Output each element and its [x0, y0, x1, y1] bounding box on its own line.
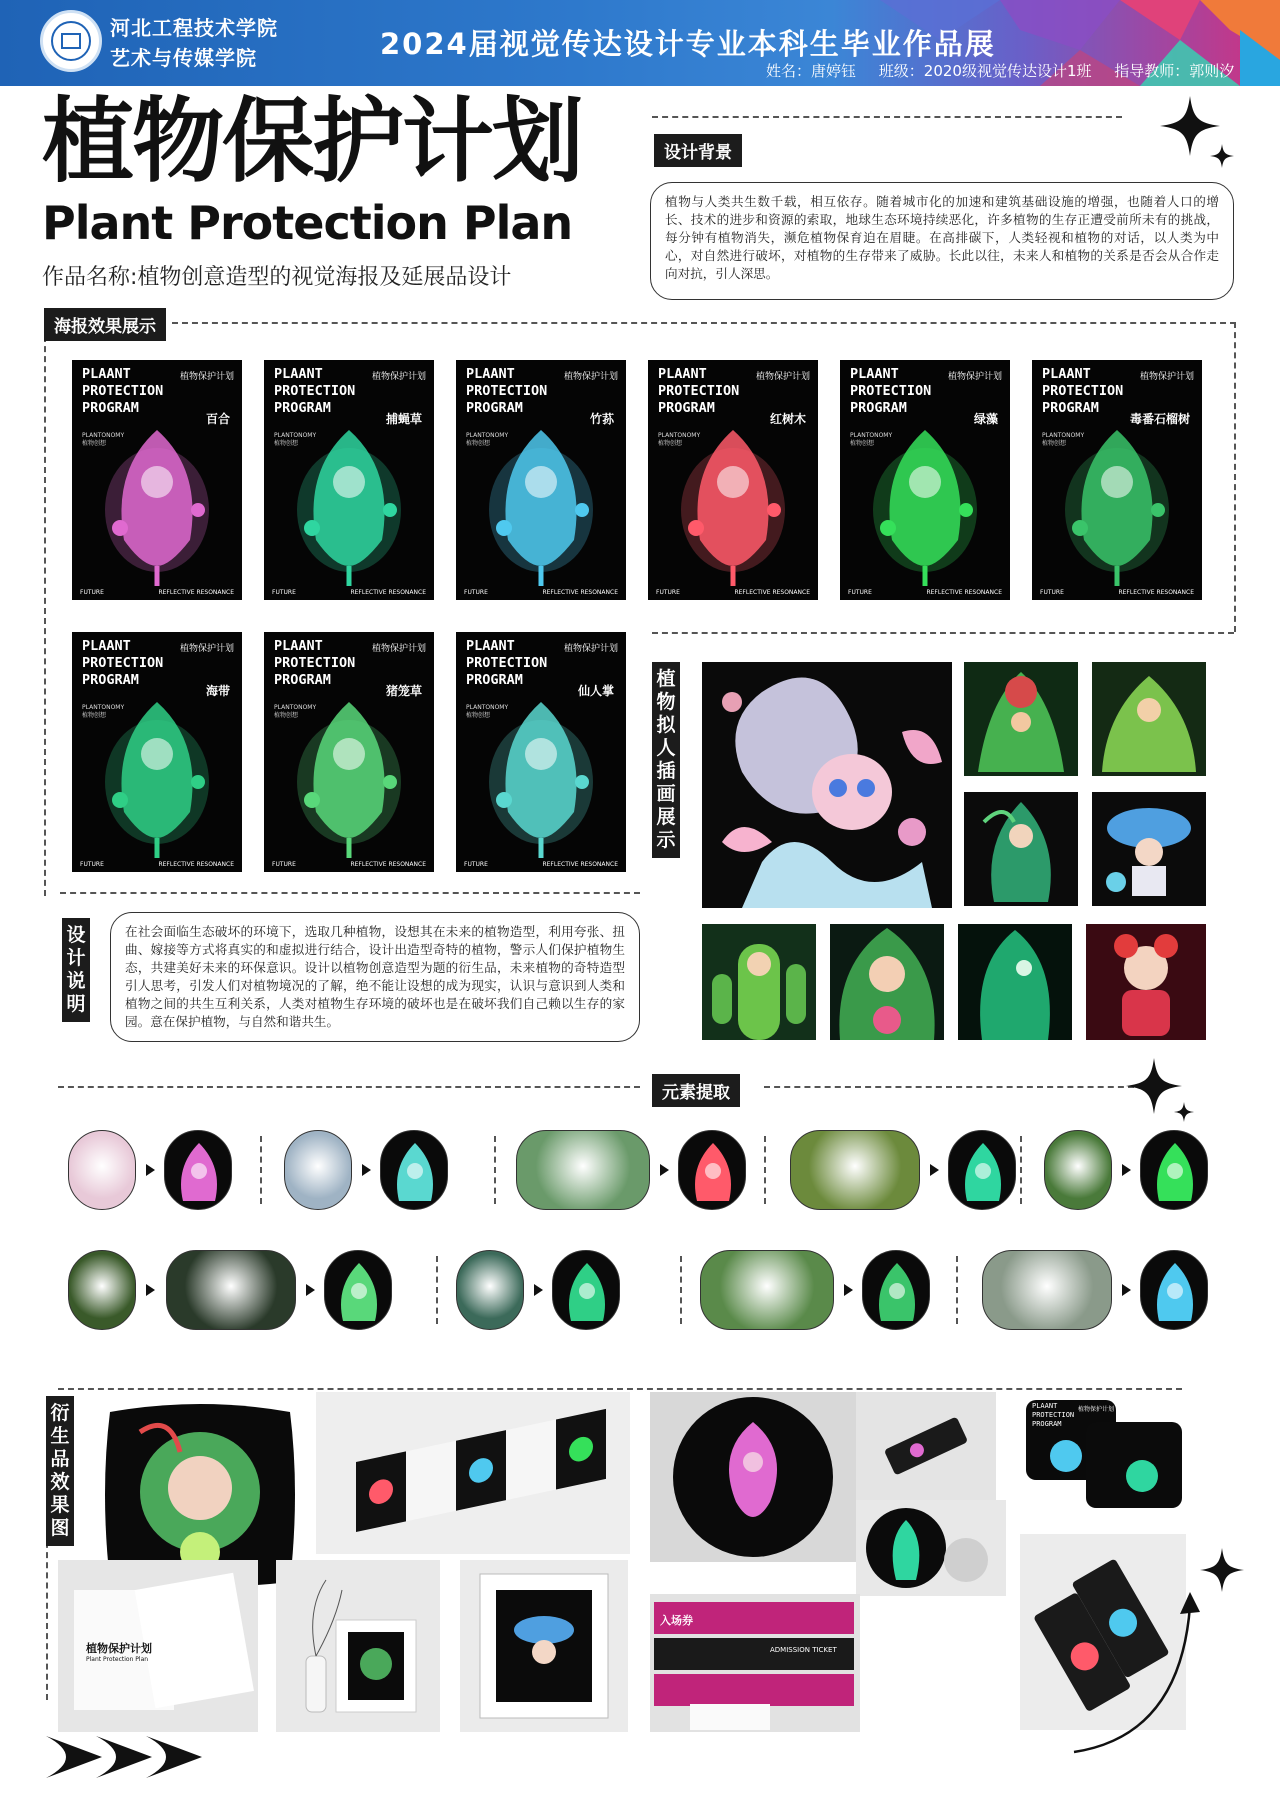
- reference-photo: [166, 1250, 296, 1330]
- student-class: 班级：2020级视觉传达设计1班: [878, 62, 1092, 80]
- poster-footer: [464, 861, 618, 868]
- poster-plantonomy: PLANTONOMY 植物创想: [466, 704, 509, 719]
- divider: [172, 322, 1236, 324]
- elements-tag: 元素提取: [652, 1074, 740, 1107]
- poster-cn-label: 植物保护计划: [1139, 372, 1194, 382]
- poster-cn-label: 植物保护计划: [179, 372, 234, 382]
- poster-footer: [1040, 589, 1194, 596]
- illustration-thumb: [1092, 792, 1206, 906]
- curved-arrow-icon: [1070, 1566, 1200, 1756]
- triple-chevron-icon: [46, 1732, 226, 1782]
- reference-photo: [1044, 1130, 1112, 1210]
- poster-heading: PLAANT PROTECTION PROGRAM: [466, 638, 548, 688]
- student-info: [766, 60, 1252, 81]
- divider: [260, 1136, 262, 1204]
- poster-footer: [272, 861, 426, 868]
- illustration-thumb: [1092, 662, 1206, 776]
- poster-heading: PLAANT PROTECTION PROGRAM: [1042, 366, 1124, 416]
- poster-footer-left: FUTURE: [848, 589, 872, 596]
- description-tag: 设 计 说 明: [62, 918, 90, 1022]
- extracted-art: [164, 1130, 232, 1210]
- poster-plant-name: 捕蝇草: [385, 412, 422, 426]
- extracted-art: [552, 1250, 620, 1330]
- arrow-right-icon: [306, 1284, 315, 1296]
- poster-card: [840, 360, 1010, 600]
- arrow-right-icon: [146, 1164, 155, 1176]
- reference-photo: [790, 1130, 920, 1210]
- poster-heading: PLAANT PROTECTION PROGRAM: [82, 638, 164, 688]
- poster-footer-left: FUTURE: [80, 589, 104, 596]
- school-logo: [40, 10, 102, 72]
- poster-plantonomy: PLANTONOMY 植物创想: [850, 432, 893, 447]
- poster-heading: PLAANT PROTECTION PROGRAM: [274, 638, 356, 688]
- background-tag: 设计背景: [654, 134, 742, 167]
- reference-photo: [456, 1250, 524, 1330]
- arrow-right-icon: [1122, 1164, 1131, 1176]
- poster-footer-right: REFLECTIVE RESONANCE: [926, 589, 1002, 596]
- pillow-text: PLAANT PROTECTION PROGRAM: [1032, 1402, 1075, 1428]
- poster-plantonomy: PLANTONOMY 植物创想: [274, 432, 317, 447]
- sparkle-star-icon: [1200, 1548, 1244, 1592]
- product-round-mat: [650, 1392, 856, 1562]
- pillow-cn: 植物保护计划: [1078, 1406, 1115, 1413]
- poster-heading: PLAANT PROTECTION PROGRAM: [274, 366, 356, 416]
- poster-footer-left: FUTURE: [1040, 589, 1064, 596]
- poster-footer-right: REFLECTIVE RESONANCE: [158, 861, 234, 868]
- student-name: 姓名：唐婷钰: [766, 62, 857, 80]
- booklet-title: 植物保护计划: [86, 1642, 152, 1655]
- poster-footer-left: FUTURE: [80, 861, 104, 868]
- poster-heading: PLAANT PROTECTION PROGRAM: [82, 366, 164, 416]
- divider: [652, 116, 1122, 118]
- poster-plantonomy: PLANTONOMY 植物创想: [1042, 432, 1085, 447]
- product-folded-brochure: [316, 1392, 630, 1554]
- poster-cn-label: 植物保护计划: [947, 372, 1002, 382]
- poster-plant-name: 百合: [205, 412, 230, 426]
- arrow-right-icon: [362, 1164, 371, 1176]
- main-title-cn: 植物保护计划: [42, 88, 583, 195]
- extracted-art: [948, 1130, 1016, 1210]
- poster-footer-left: FUTURE: [464, 861, 488, 868]
- poster-card: [648, 360, 818, 600]
- ticket-label: 入场券: [660, 1614, 693, 1627]
- product-card: [856, 1392, 996, 1500]
- poster-footer: [656, 589, 810, 596]
- poster-card: [456, 632, 626, 872]
- poster-footer-right: REFLECTIVE RESONANCE: [542, 861, 618, 868]
- poster-plant-name: 绿藻: [973, 412, 998, 426]
- advisor-name: 指导教师：郭则汐: [1114, 62, 1235, 80]
- illustration-thumb: [830, 924, 944, 1040]
- poster-cn-label: 植物保护计划: [563, 372, 618, 382]
- poster-heading: PLAANT PROTECTION PROGRAM: [658, 366, 740, 416]
- poster-plant-name: 海带: [205, 684, 230, 698]
- poster-footer-right: REFLECTIVE RESONANCE: [350, 589, 426, 596]
- product-booklet: [58, 1560, 258, 1732]
- poster-card: [264, 360, 434, 600]
- sparkle-star-icon: [1174, 1102, 1194, 1122]
- poster-card: [72, 632, 242, 872]
- arrow-right-icon: [660, 1164, 669, 1176]
- exhibition-title: 2024届视觉传达设计专业本科生毕业作品展: [380, 27, 996, 61]
- poster-footer: [464, 589, 618, 596]
- extracted-art: [1140, 1130, 1208, 1210]
- poster-card: [72, 360, 242, 600]
- reference-photo: [284, 1130, 352, 1210]
- poster-cn-label: 植物保护计划: [371, 644, 426, 654]
- poster-footer: [272, 589, 426, 596]
- background-text: 植物与人类共生数千载，相互依存。随着城市化的加速和建筑基础设施的增强，也随着人口的增长、技术的进步和资源的索取，地球生态环境持续恶化，许多植物的生存正遭受前所未有的挑战，每分钟有植物消失，濒危植物保育迫在眉睫。在高排碳下，人类轻视和植物的对话，以人类为中心，对自然进行破坏，对植物的生存带来了威胁。长此以往，未来人和植物的关系是否会从合作走向对抗，引人深思。: [650, 182, 1234, 300]
- poster-card: [264, 632, 434, 872]
- divider: [956, 1256, 958, 1324]
- poster-heading: PLAANT PROTECTION PROGRAM: [850, 366, 932, 416]
- poster-cn-label: 植物保护计划: [371, 372, 426, 382]
- poster-footer-right: REFLECTIVE RESONANCE: [734, 589, 810, 596]
- illustration-thumb: [1086, 924, 1206, 1040]
- extracted-art: [324, 1250, 392, 1330]
- poster-footer-left: FUTURE: [272, 861, 296, 868]
- divider: [680, 1256, 682, 1324]
- product-sticker: [856, 1500, 1006, 1596]
- poster-cn-label: 植物保护计划: [179, 644, 234, 654]
- product-frame-vase: [276, 1560, 440, 1732]
- poster-cn-label: 植物保护计划: [563, 644, 618, 654]
- poster-plantonomy: PLANTONOMY 植物创想: [658, 432, 701, 447]
- illustration-tag: 植 物 拟 人 插 画 展 示: [652, 662, 680, 858]
- product-pillow-set: [1026, 1400, 1186, 1510]
- divider: [652, 632, 1234, 634]
- extracted-art: [1140, 1250, 1208, 1330]
- header-banner: [0, 0, 1280, 86]
- poster-cn-label: 植物保护计划: [755, 372, 810, 382]
- divider: [1234, 322, 1236, 632]
- poster-card: [1032, 360, 1202, 600]
- posters-tag: 海报效果展示: [44, 308, 166, 341]
- sparkle-star-icon: [1210, 144, 1234, 168]
- reference-photo: [982, 1250, 1112, 1330]
- poster-plant-name: 红树木: [769, 412, 806, 426]
- arrow-right-icon: [844, 1284, 853, 1296]
- work-name: 作品名称:植物创意造型的视觉海报及延展品设计: [42, 265, 512, 290]
- illustration-thumb: [964, 662, 1078, 776]
- poster-footer-right: REFLECTIVE RESONANCE: [542, 589, 618, 596]
- poster-plant-name: 仙人掌: [577, 684, 614, 698]
- illustration-thumb: [958, 924, 1072, 1040]
- arrow-right-icon: [930, 1164, 939, 1176]
- extracted-art: [678, 1130, 746, 1210]
- ticket-en: ADMISSION TICKET: [770, 1646, 837, 1654]
- poster-plant-name: 毒番石榴树: [1129, 412, 1190, 426]
- poster-footer: [80, 589, 234, 596]
- poster-heading: PLAANT PROTECTION PROGRAM: [466, 366, 548, 416]
- poster-card: [456, 360, 626, 600]
- poster-footer-left: FUTURE: [656, 589, 680, 596]
- poster-plant-name: 竹荪: [589, 412, 614, 426]
- arrow-right-icon: [146, 1284, 155, 1296]
- poster-footer-left: FUTURE: [464, 589, 488, 596]
- reference-photo: [516, 1130, 650, 1210]
- reference-photo: [68, 1130, 136, 1210]
- divider: [436, 1256, 438, 1324]
- poster-footer: [848, 589, 1002, 596]
- extracted-art: [380, 1130, 448, 1210]
- poster-plantonomy: PLANTONOMY 植物创想: [82, 432, 125, 447]
- reference-photo: [68, 1250, 136, 1330]
- divider: [58, 1086, 640, 1088]
- divider: [44, 336, 46, 896]
- arrow-right-icon: [534, 1284, 543, 1296]
- college-name: 艺术与传媒学院: [110, 46, 257, 70]
- poster-plantonomy: PLANTONOMY 植物创想: [274, 704, 317, 719]
- description-text: 在社会面临生态破坏的环境下，选取几种植物，设想其在未来的植物造型，利用夸张、扭曲、嫁接等方式将真实的和虚拟进行结合，设计出造型奇特的植物，警示人们保护植物生态，共建美好未来的环保意识。设计以植物创意造型为题的衍生品，未来植物的奇特造型引人思考，引发人们对植物境况的了解，绝不能让设想的成为现实，认识与意识到人类和植物之间的共生互利关系，人类对植物生存环境的破坏也是在破坏我们自己赖以生存的家园。意在保护植物，与自然和谐共生。: [110, 912, 640, 1042]
- derivatives-tag: 衍 生 品 效 果 图: [46, 1396, 74, 1546]
- extracted-art: [862, 1250, 930, 1330]
- divider: [764, 1086, 1134, 1088]
- poster-footer-left: FUTURE: [272, 589, 296, 596]
- illustration-thumb: [964, 792, 1078, 906]
- poster-plantonomy: PLANTONOMY 植物创想: [82, 704, 125, 719]
- booklet-subtitle: Plant Protection Plan: [86, 1656, 149, 1663]
- poster-plantonomy: PLANTONOMY 植物创想: [466, 432, 509, 447]
- main-title-en: Plant Protection Plan: [42, 196, 573, 250]
- divider: [1020, 1136, 1022, 1204]
- divider: [764, 1136, 766, 1204]
- poster-footer: [80, 861, 234, 868]
- product-framed-art: [460, 1560, 628, 1732]
- poster-footer-right: REFLECTIVE RESONANCE: [1118, 589, 1194, 596]
- arrow-right-icon: [1122, 1284, 1131, 1296]
- divider: [60, 892, 640, 894]
- reference-photo: [700, 1250, 834, 1330]
- illustration-main: [702, 662, 952, 908]
- poster-footer-right: REFLECTIVE RESONANCE: [350, 861, 426, 868]
- divider: [58, 1388, 1182, 1390]
- divider: [494, 1136, 496, 1204]
- illustration-thumb: [702, 924, 816, 1040]
- school-name: 河北工程技术学院: [110, 16, 278, 40]
- poster-footer-right: REFLECTIVE RESONANCE: [158, 589, 234, 596]
- poster-plant-name: 猪笼草: [385, 684, 422, 698]
- product-tickets: [650, 1594, 860, 1732]
